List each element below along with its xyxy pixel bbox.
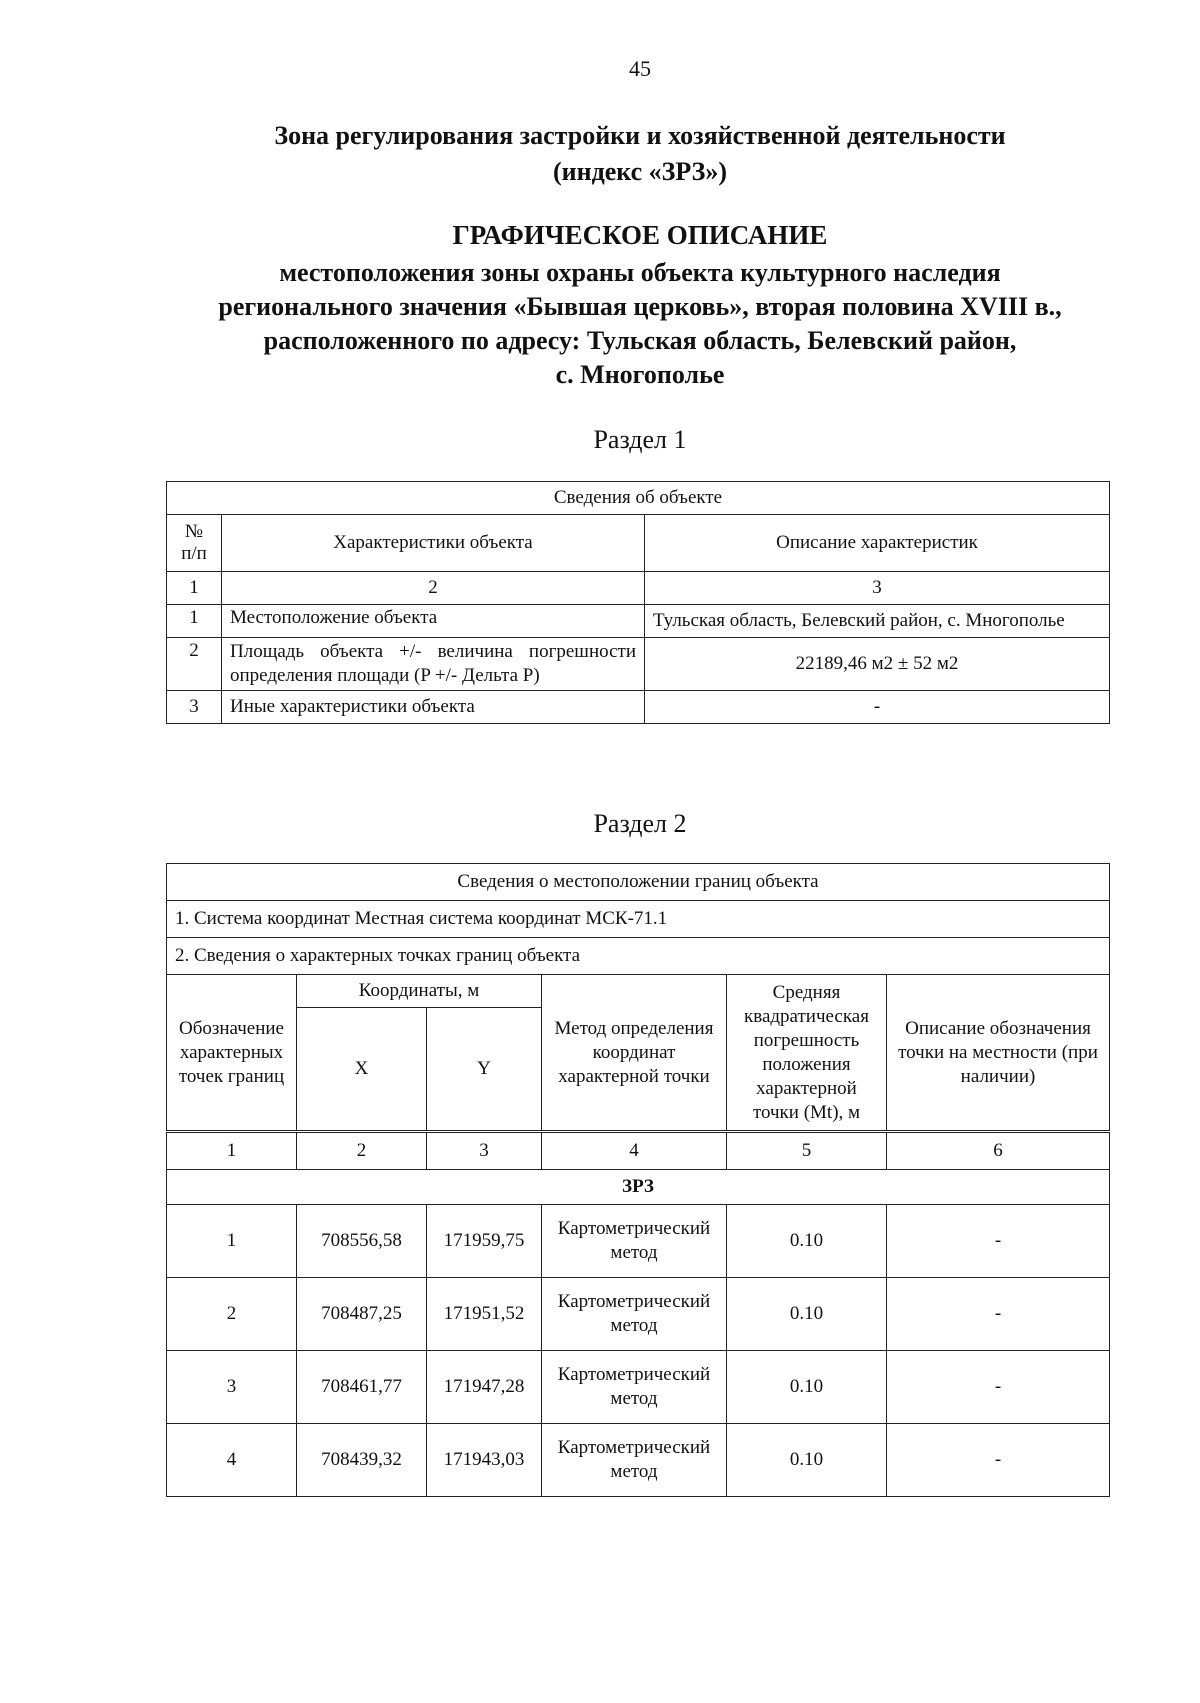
row-value: 22189,46 м2 ± 52 м2 bbox=[645, 638, 1110, 691]
point-method: Картометрический метод bbox=[542, 1351, 727, 1424]
index-cell: 3 bbox=[427, 1132, 542, 1170]
col-header-coords: Координаты, м bbox=[297, 975, 542, 1008]
col-header-y: Y bbox=[427, 1008, 542, 1132]
table2-caption: Сведения о местоположении границ объекта bbox=[167, 864, 1110, 901]
table-row bbox=[167, 1351, 1110, 1424]
point-id: 2 bbox=[167, 1278, 297, 1351]
point-description: - bbox=[887, 1351, 1110, 1424]
point-id: 1 bbox=[167, 1205, 297, 1278]
index-cell: 6 bbox=[887, 1132, 1110, 1170]
point-error: 0.10 bbox=[727, 1351, 887, 1424]
row-name: Иные характеристики объекта bbox=[222, 691, 645, 724]
point-description: - bbox=[887, 1424, 1110, 1497]
index-cell: 4 bbox=[542, 1132, 727, 1170]
zone-title-line2: (индекс «ЗРЗ») bbox=[553, 157, 727, 186]
row-name: Местоположение объекта bbox=[222, 605, 645, 638]
graphic-description-subtitle bbox=[0, 256, 1200, 392]
col-header-error: Средняя квадратическая погрешность положения характерной точки (Mt), м bbox=[727, 975, 887, 1132]
col-header-characteristics: Характеристики объекта bbox=[222, 515, 645, 572]
zone-title bbox=[0, 118, 1200, 190]
point-x: 708556,58 bbox=[297, 1205, 427, 1278]
point-error: 0.10 bbox=[727, 1278, 887, 1351]
point-y: 171947,28 bbox=[427, 1351, 542, 1424]
boundary-points-table bbox=[166, 863, 1110, 1497]
points-caption: 2. Сведения о характерных точках границ объекта bbox=[167, 938, 1110, 975]
point-error: 0.10 bbox=[727, 1205, 887, 1278]
point-y: 171959,75 bbox=[427, 1205, 542, 1278]
row-num: 3 bbox=[167, 691, 222, 724]
row-num: 2 bbox=[167, 638, 222, 691]
point-x: 708439,32 bbox=[297, 1424, 427, 1497]
col-header-num: № п/п bbox=[167, 515, 222, 572]
row-name: Площадь объекта +/- величина погрешности определения площади (P +/- Дельта P) bbox=[222, 638, 645, 691]
subtitle-line3: расположенного по адресу: Тульская область, Белевский район, bbox=[263, 326, 1017, 355]
section2-title: Раздел 2 bbox=[593, 809, 687, 838]
col-header-x: X bbox=[297, 1008, 427, 1132]
table-row bbox=[167, 1205, 1110, 1278]
object-info-table bbox=[166, 481, 1110, 724]
index-cell: 2 bbox=[297, 1132, 427, 1170]
point-error: 0.10 bbox=[727, 1424, 887, 1497]
subtitle-line1: местоположения зоны охраны объекта культурного наследия bbox=[279, 258, 1001, 287]
coordinate-system: 1. Система координат Местная система координат МСК-71.1 bbox=[167, 901, 1110, 938]
section1-title: Раздел 1 bbox=[593, 425, 687, 454]
point-id: 4 bbox=[167, 1424, 297, 1497]
index-cell: 1 bbox=[167, 1132, 297, 1170]
point-method: Картометрический метод bbox=[542, 1278, 727, 1351]
index-cell: 3 bbox=[645, 572, 1110, 605]
row-num: 1 bbox=[167, 605, 222, 638]
point-method: Картометрический метод bbox=[542, 1424, 727, 1497]
point-id: 3 bbox=[167, 1351, 297, 1424]
point-description: - bbox=[887, 1278, 1110, 1351]
point-y: 171951,52 bbox=[427, 1278, 542, 1351]
table-row bbox=[167, 1278, 1110, 1351]
index-cell: 2 bbox=[222, 572, 645, 605]
zone-title-line1: Зона регулирования застройки и хозяйственной деятельности bbox=[274, 121, 1006, 150]
row-value: - bbox=[645, 691, 1110, 724]
subtitle-line2: регионального значения «Бывшая церковь», вторая половина XVIII в., bbox=[218, 292, 1062, 321]
group-label: ЗРЗ bbox=[167, 1170, 1110, 1205]
subtitle-line4: с. Многополье bbox=[555, 360, 725, 389]
page-number: 45 bbox=[629, 56, 651, 81]
point-x: 708487,25 bbox=[297, 1278, 427, 1351]
col-header-method: Метод определения координат характерной точки bbox=[542, 975, 727, 1132]
col-header-point: Обозначение характерных точек границ bbox=[167, 975, 297, 1132]
col-header-description: Описание характеристик bbox=[645, 515, 1110, 572]
table-row bbox=[167, 605, 1110, 638]
point-y: 171943,03 bbox=[427, 1424, 542, 1497]
point-x: 708461,77 bbox=[297, 1351, 427, 1424]
index-cell: 1 bbox=[167, 572, 222, 605]
point-description: - bbox=[887, 1205, 1110, 1278]
table-row bbox=[167, 638, 1110, 691]
col-header-description: Описание обозначения точки на местности (при наличии) bbox=[887, 975, 1110, 1132]
table-row bbox=[167, 691, 1110, 724]
index-cell: 5 bbox=[727, 1132, 887, 1170]
row-value: Тульская область, Белевский район, с. Многополье bbox=[645, 605, 1110, 638]
graphic-description-title: ГРАФИЧЕСКОЕ ОПИСАНИЕ bbox=[452, 220, 828, 250]
point-method: Картометрический метод bbox=[542, 1205, 727, 1278]
table-row bbox=[167, 1424, 1110, 1497]
table1-caption: Сведения об объекте bbox=[167, 482, 1110, 515]
